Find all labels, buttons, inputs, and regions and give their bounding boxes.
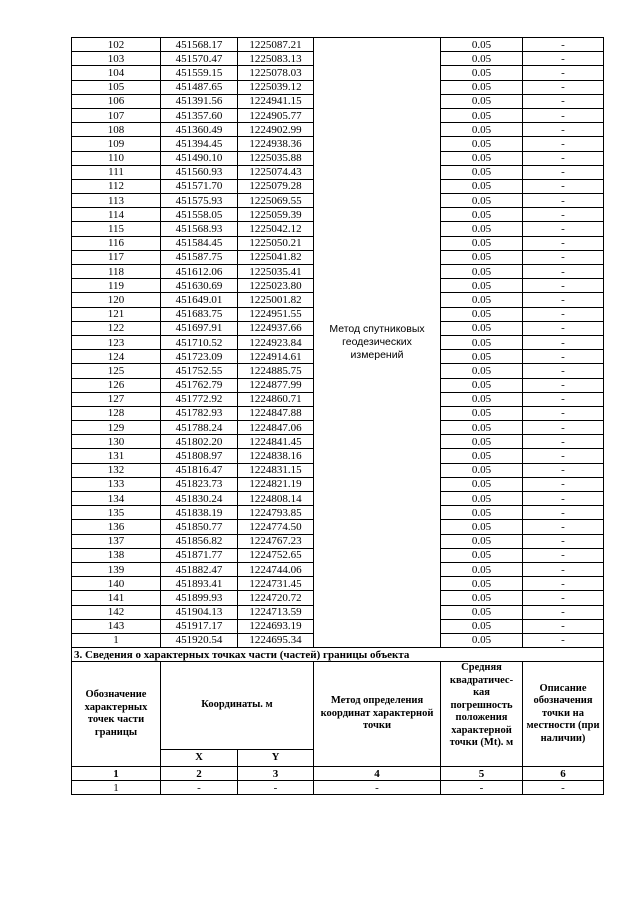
coord-y: 1224841.45	[238, 435, 314, 449]
accuracy: 0.05	[441, 66, 523, 80]
point-number: 134	[72, 492, 161, 506]
coord-x: 451571.70	[161, 179, 238, 193]
point-number: 132	[72, 463, 161, 477]
coord-x: 451360.49	[161, 123, 238, 137]
table-row	[72, 38, 604, 52]
accuracy: 0.05	[441, 577, 523, 591]
coord-y: 1224937.66	[238, 321, 314, 335]
section3-cell: 1	[72, 781, 161, 795]
accuracy: 0.05	[441, 293, 523, 307]
column-number: 3	[238, 767, 314, 781]
point-description: -	[523, 38, 604, 52]
point-number: 110	[72, 151, 161, 165]
accuracy: 0.05	[441, 392, 523, 406]
accuracy: 0.05	[441, 562, 523, 576]
coord-y: 1224752.65	[238, 548, 314, 562]
point-description: -	[523, 605, 604, 619]
point-description: -	[523, 520, 604, 534]
accuracy: 0.05	[441, 123, 523, 137]
point-description: -	[523, 108, 604, 122]
coord-y: 1225035.88	[238, 151, 314, 165]
column-number: 5	[441, 767, 523, 781]
point-description: -	[523, 151, 604, 165]
coord-y: 1224831.15	[238, 463, 314, 477]
coord-y: 1224693.19	[238, 619, 314, 633]
coord-x: 451823.73	[161, 477, 238, 491]
coord-y: 1225039.12	[238, 80, 314, 94]
coord-x: 451871.77	[161, 548, 238, 562]
point-description: -	[523, 562, 604, 576]
coord-y: 1225087.21	[238, 38, 314, 52]
accuracy: 0.05	[441, 265, 523, 279]
point-number: 137	[72, 534, 161, 548]
point-description: -	[523, 548, 604, 562]
coord-y: 1224720.72	[238, 591, 314, 605]
coord-y: 1224905.77	[238, 108, 314, 122]
section3-cell: -	[441, 781, 523, 795]
coord-x: 451487.65	[161, 80, 238, 94]
point-number: 141	[72, 591, 161, 605]
accuracy: 0.05	[441, 534, 523, 548]
point-description: -	[523, 236, 604, 250]
point-description: -	[523, 335, 604, 349]
point-number: 130	[72, 435, 161, 449]
coord-y: 1224847.06	[238, 421, 314, 435]
coord-x: 451568.93	[161, 222, 238, 236]
header-method: Метод определения координат характерной точки	[314, 662, 441, 767]
coord-x: 451649.01	[161, 293, 238, 307]
point-description: -	[523, 633, 604, 647]
coord-y: 1225083.13	[238, 52, 314, 66]
accuracy: 0.05	[441, 38, 523, 52]
coord-x: 451584.45	[161, 236, 238, 250]
coord-y: 1224838.16	[238, 449, 314, 463]
coord-x: 451560.93	[161, 165, 238, 179]
point-number: 136	[72, 520, 161, 534]
point-description: -	[523, 137, 604, 151]
coord-y: 1224793.85	[238, 506, 314, 520]
column-number: 4	[314, 767, 441, 781]
coord-x: 451391.56	[161, 94, 238, 108]
coord-x: 451357.60	[161, 108, 238, 122]
coord-y: 1224847.88	[238, 406, 314, 420]
point-number: 143	[72, 619, 161, 633]
coord-x: 451697.91	[161, 321, 238, 335]
coord-x: 451570.47	[161, 52, 238, 66]
point-number: 119	[72, 279, 161, 293]
accuracy: 0.05	[441, 108, 523, 122]
section3-block	[72, 648, 604, 795]
accuracy: 0.05	[441, 619, 523, 633]
coord-y: 1224938.36	[238, 137, 314, 151]
coord-y: 1224902.99	[238, 123, 314, 137]
accuracy: 0.05	[441, 605, 523, 619]
point-number: 131	[72, 449, 161, 463]
coord-y: 1225059.39	[238, 208, 314, 222]
point-description: -	[523, 179, 604, 193]
coord-x: 451808.97	[161, 449, 238, 463]
point-description: -	[523, 506, 604, 520]
section3-title: 3. Сведения о характерных точках части (частей) границы объекта	[72, 648, 604, 662]
accuracy: 0.05	[441, 208, 523, 222]
coord-y: 1224941.15	[238, 94, 314, 108]
accuracy: 0.05	[441, 378, 523, 392]
coord-x: 451772.92	[161, 392, 238, 406]
coord-x: 451788.24	[161, 421, 238, 435]
point-number: 114	[72, 208, 161, 222]
coord-y: 1225023.80	[238, 279, 314, 293]
point-number: 105	[72, 80, 161, 94]
section3-cell: -	[238, 781, 314, 795]
point-number: 140	[72, 577, 161, 591]
point-description: -	[523, 406, 604, 420]
coord-y: 1224914.61	[238, 350, 314, 364]
coord-y: 1224860.71	[238, 392, 314, 406]
coord-y: 1224885.75	[238, 364, 314, 378]
point-number: 111	[72, 165, 161, 179]
point-number: 124	[72, 350, 161, 364]
coord-x: 451782.93	[161, 406, 238, 420]
accuracy: 0.05	[441, 406, 523, 420]
point-number: 1	[72, 633, 161, 647]
point-description: -	[523, 194, 604, 208]
point-number: 133	[72, 477, 161, 491]
point-number: 122	[72, 321, 161, 335]
header-x: X	[161, 750, 238, 767]
point-number: 116	[72, 236, 161, 250]
point-description: -	[523, 477, 604, 491]
point-number: 127	[72, 392, 161, 406]
points-table-body	[72, 38, 604, 648]
coord-y: 1225035.41	[238, 265, 314, 279]
accuracy: 0.05	[441, 307, 523, 321]
point-description: -	[523, 222, 604, 236]
accuracy: 0.05	[441, 520, 523, 534]
header-coordinates: Координаты. м	[161, 662, 314, 750]
accuracy: 0.05	[441, 236, 523, 250]
boundary-points-table	[71, 37, 604, 795]
section3-cell: -	[161, 781, 238, 795]
point-description: -	[523, 208, 604, 222]
column-number: 2	[161, 767, 238, 781]
point-description: -	[523, 591, 604, 605]
coord-x: 451904.13	[161, 605, 238, 619]
point-number: 118	[72, 265, 161, 279]
coord-x: 451899.93	[161, 591, 238, 605]
point-description: -	[523, 435, 604, 449]
coord-y: 1224923.84	[238, 335, 314, 349]
coord-x: 451612.06	[161, 265, 238, 279]
point-number: 103	[72, 52, 161, 66]
point-number: 106	[72, 94, 161, 108]
accuracy: 0.05	[441, 52, 523, 66]
point-number: 102	[72, 38, 161, 52]
coord-y: 1224767.23	[238, 534, 314, 548]
coord-y: 1224877.99	[238, 378, 314, 392]
coord-y: 1224821.19	[238, 477, 314, 491]
point-number: 108	[72, 123, 161, 137]
accuracy: 0.05	[441, 364, 523, 378]
point-description: -	[523, 577, 604, 591]
coord-x: 451920.54	[161, 633, 238, 647]
coord-x: 451830.24	[161, 492, 238, 506]
point-description: -	[523, 307, 604, 321]
coord-y: 1225078.03	[238, 66, 314, 80]
point-description: -	[523, 619, 604, 633]
point-number: 120	[72, 293, 161, 307]
coord-y: 1225050.21	[238, 236, 314, 250]
point-number: 112	[72, 179, 161, 193]
point-number: 126	[72, 378, 161, 392]
coord-x: 451559.15	[161, 66, 238, 80]
point-description: -	[523, 378, 604, 392]
point-number: 104	[72, 66, 161, 80]
accuracy: 0.05	[441, 179, 523, 193]
accuracy: 0.05	[441, 165, 523, 179]
point-description: -	[523, 463, 604, 477]
section3-cell: -	[314, 781, 441, 795]
point-description: -	[523, 279, 604, 293]
point-number: 128	[72, 406, 161, 420]
point-description: -	[523, 265, 604, 279]
point-description: -	[523, 94, 604, 108]
accuracy: 0.05	[441, 435, 523, 449]
point-description: -	[523, 449, 604, 463]
accuracy: 0.05	[441, 335, 523, 349]
coord-x: 451490.10	[161, 151, 238, 165]
coord-x: 451816.47	[161, 463, 238, 477]
point-description: -	[523, 165, 604, 179]
point-number: 107	[72, 108, 161, 122]
point-number: 123	[72, 335, 161, 349]
coord-x: 451630.69	[161, 279, 238, 293]
coord-x: 451917.17	[161, 619, 238, 633]
point-description: -	[523, 66, 604, 80]
coord-x: 451762.79	[161, 378, 238, 392]
point-number: 138	[72, 548, 161, 562]
accuracy: 0.05	[441, 449, 523, 463]
coord-y: 1225079.28	[238, 179, 314, 193]
point-description: -	[523, 492, 604, 506]
coord-x: 451802.20	[161, 435, 238, 449]
accuracy: 0.05	[441, 633, 523, 647]
coord-y: 1225001.82	[238, 293, 314, 307]
coord-x: 451723.09	[161, 350, 238, 364]
point-number: 109	[72, 137, 161, 151]
coord-y: 1224713.59	[238, 605, 314, 619]
coord-y: 1225074.43	[238, 165, 314, 179]
accuracy: 0.05	[441, 194, 523, 208]
point-number: 139	[72, 562, 161, 576]
accuracy: 0.05	[441, 506, 523, 520]
coord-x: 451587.75	[161, 250, 238, 264]
column-number: 6	[523, 767, 604, 781]
point-number: 117	[72, 250, 161, 264]
coord-x: 451882.47	[161, 562, 238, 576]
point-description: -	[523, 364, 604, 378]
coord-x: 451710.52	[161, 335, 238, 349]
coord-x: 451838.19	[161, 506, 238, 520]
point-number: 113	[72, 194, 161, 208]
point-description: -	[523, 350, 604, 364]
header-accuracy: Средняя квадратичес-кая погрешность положения характерной точки (Mt). м	[441, 662, 523, 767]
coord-x: 451394.45	[161, 137, 238, 151]
point-description: -	[523, 250, 604, 264]
accuracy: 0.05	[441, 80, 523, 94]
column-number: 1	[72, 767, 161, 781]
accuracy: 0.05	[441, 151, 523, 165]
accuracy: 0.05	[441, 321, 523, 335]
accuracy: 0.05	[441, 591, 523, 605]
accuracy: 0.05	[441, 492, 523, 506]
accuracy: 0.05	[441, 137, 523, 151]
point-description: -	[523, 293, 604, 307]
point-description: -	[523, 392, 604, 406]
point-number: 135	[72, 506, 161, 520]
accuracy: 0.05	[441, 463, 523, 477]
coord-y: 1224695.34	[238, 633, 314, 647]
point-number: 125	[72, 364, 161, 378]
coord-x: 451856.82	[161, 534, 238, 548]
accuracy: 0.05	[441, 279, 523, 293]
accuracy: 0.05	[441, 421, 523, 435]
point-number: 129	[72, 421, 161, 435]
coord-y: 1224744.06	[238, 562, 314, 576]
point-description: -	[523, 52, 604, 66]
point-description: -	[523, 421, 604, 435]
point-description: -	[523, 123, 604, 137]
header-y: Y	[238, 750, 314, 767]
method-cell: Метод спутниковых геодезических измерений	[314, 38, 441, 648]
point-number: 115	[72, 222, 161, 236]
coord-x: 451558.05	[161, 208, 238, 222]
coord-y: 1225069.55	[238, 194, 314, 208]
coord-y: 1224774.50	[238, 520, 314, 534]
coord-x: 451683.75	[161, 307, 238, 321]
coord-x: 451850.77	[161, 520, 238, 534]
accuracy: 0.05	[441, 250, 523, 264]
section3-cell: -	[523, 781, 604, 795]
coord-x: 451752.55	[161, 364, 238, 378]
point-description: -	[523, 80, 604, 94]
coord-x: 451575.93	[161, 194, 238, 208]
header-description: Описание обозначения точки на местности (при наличии)	[523, 662, 604, 767]
point-description: -	[523, 534, 604, 548]
coord-y: 1225042.12	[238, 222, 314, 236]
coord-x: 451568.17	[161, 38, 238, 52]
point-description: -	[523, 321, 604, 335]
point-number: 142	[72, 605, 161, 619]
accuracy: 0.05	[441, 548, 523, 562]
accuracy: 0.05	[441, 350, 523, 364]
coord-y: 1224808.14	[238, 492, 314, 506]
accuracy: 0.05	[441, 222, 523, 236]
point-number: 121	[72, 307, 161, 321]
accuracy: 0.05	[441, 477, 523, 491]
coord-x: 451893.41	[161, 577, 238, 591]
coord-y: 1224731.45	[238, 577, 314, 591]
header-point-designation: Обозначение характерных точек части границы	[72, 662, 161, 767]
coord-y: 1224951.55	[238, 307, 314, 321]
coord-y: 1225041.82	[238, 250, 314, 264]
accuracy: 0.05	[441, 94, 523, 108]
